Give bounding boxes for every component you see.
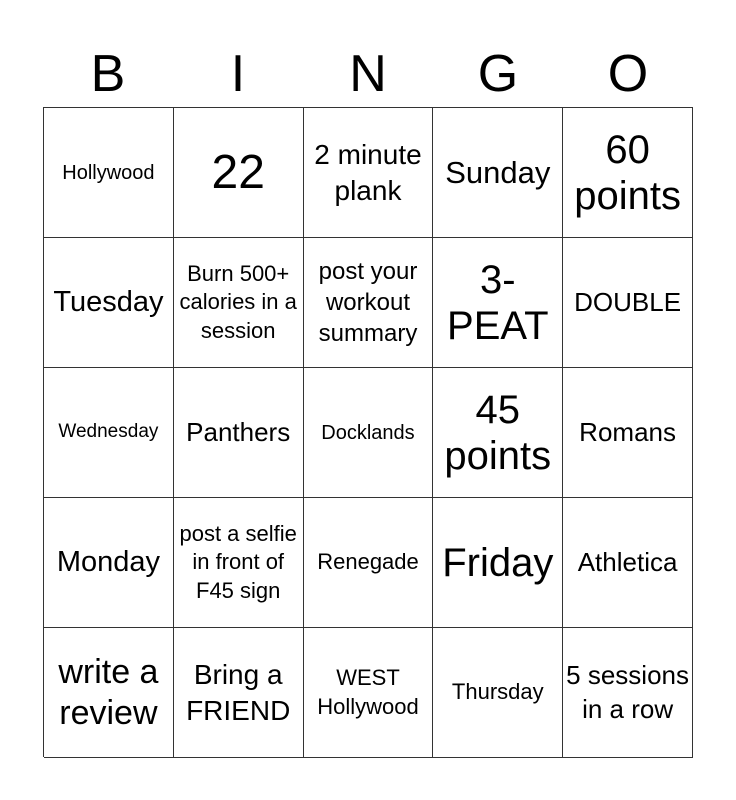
bingo-cell[interactable] — [44, 238, 174, 368]
cell-text: Athletica — [577, 546, 678, 577]
cell-text: DOUBLE — [574, 286, 682, 317]
cell-text: Panthers — [186, 416, 291, 447]
bingo-row — [44, 498, 693, 628]
bingo-cell[interactable] — [563, 628, 693, 758]
bingo-cell[interactable] — [433, 368, 563, 498]
bingo-cell[interactable] — [44, 368, 174, 498]
bingo-row — [44, 628, 693, 758]
header-letter-g: G — [477, 45, 519, 103]
header-letter-n: N — [349, 45, 387, 103]
cell-text: 60 points — [574, 127, 681, 218]
bingo-cell[interactable] — [304, 368, 434, 498]
bingo-cell[interactable] — [433, 628, 563, 758]
cell-text: Burn 500+ calories in a session — [179, 261, 297, 343]
bingo-cell[interactable] — [304, 238, 434, 368]
cell-text: 5 sessions in a row — [566, 660, 689, 724]
bingo-header — [43, 40, 693, 108]
bingo-cell[interactable] — [563, 368, 693, 498]
header-letter-o: O — [607, 45, 649, 103]
header-letter-i: I — [230, 45, 246, 103]
bingo-cell[interactable] — [174, 238, 304, 368]
bingo-cell[interactable] — [174, 628, 304, 758]
bingo-cell[interactable] — [44, 498, 174, 628]
cell-text: Renegade — [317, 549, 419, 575]
bingo-cell[interactable] — [433, 108, 563, 238]
cell-text: Monday — [56, 546, 160, 579]
bingo-cell[interactable] — [563, 108, 693, 238]
bingo-cell[interactable] — [304, 498, 434, 628]
cell-text: Friday — [442, 540, 554, 585]
bingo-row — [44, 368, 693, 498]
cell-text: Romans — [579, 416, 676, 447]
bingo-row — [44, 238, 693, 368]
cell-text: Wednesday — [58, 421, 159, 443]
cell-text: 2 minute plank — [314, 138, 422, 206]
bingo-cell[interactable] — [304, 628, 434, 758]
cell-text: post your workout summary — [318, 257, 418, 348]
cell-text: Docklands — [321, 421, 415, 444]
bingo-cell[interactable] — [563, 498, 693, 628]
bingo-cell[interactable] — [174, 108, 304, 238]
cell-text: Thursday — [451, 679, 544, 705]
cell-text: Sunday — [445, 154, 551, 190]
cell-text: write a review — [58, 653, 159, 732]
header-letter-b: B — [90, 45, 126, 103]
bingo-cell[interactable] — [44, 108, 174, 238]
cell-text: Tuesday — [53, 286, 164, 319]
cell-text: 3-PEAT — [447, 257, 549, 348]
bingo-cell[interactable] — [174, 368, 304, 498]
bingo-cell[interactable] — [44, 628, 174, 758]
cell-text: WEST Hollywood — [317, 665, 419, 719]
bingo-grid — [43, 107, 693, 757]
bingo-cell[interactable] — [304, 108, 434, 238]
bingo-cell[interactable] — [433, 498, 563, 628]
bingo-cell[interactable] — [563, 238, 693, 368]
cell-text: 45 points — [444, 387, 552, 478]
bingo-cell[interactable] — [433, 238, 563, 368]
cell-text: post a selfie in front of F45 sign — [179, 521, 297, 603]
bingo-cell[interactable] — [174, 498, 304, 628]
bingo-row — [44, 108, 693, 238]
cell-text: Bring a FRIEND — [186, 658, 291, 726]
cell-text: 22 — [211, 145, 265, 199]
cell-text: Hollywood — [62, 161, 155, 184]
